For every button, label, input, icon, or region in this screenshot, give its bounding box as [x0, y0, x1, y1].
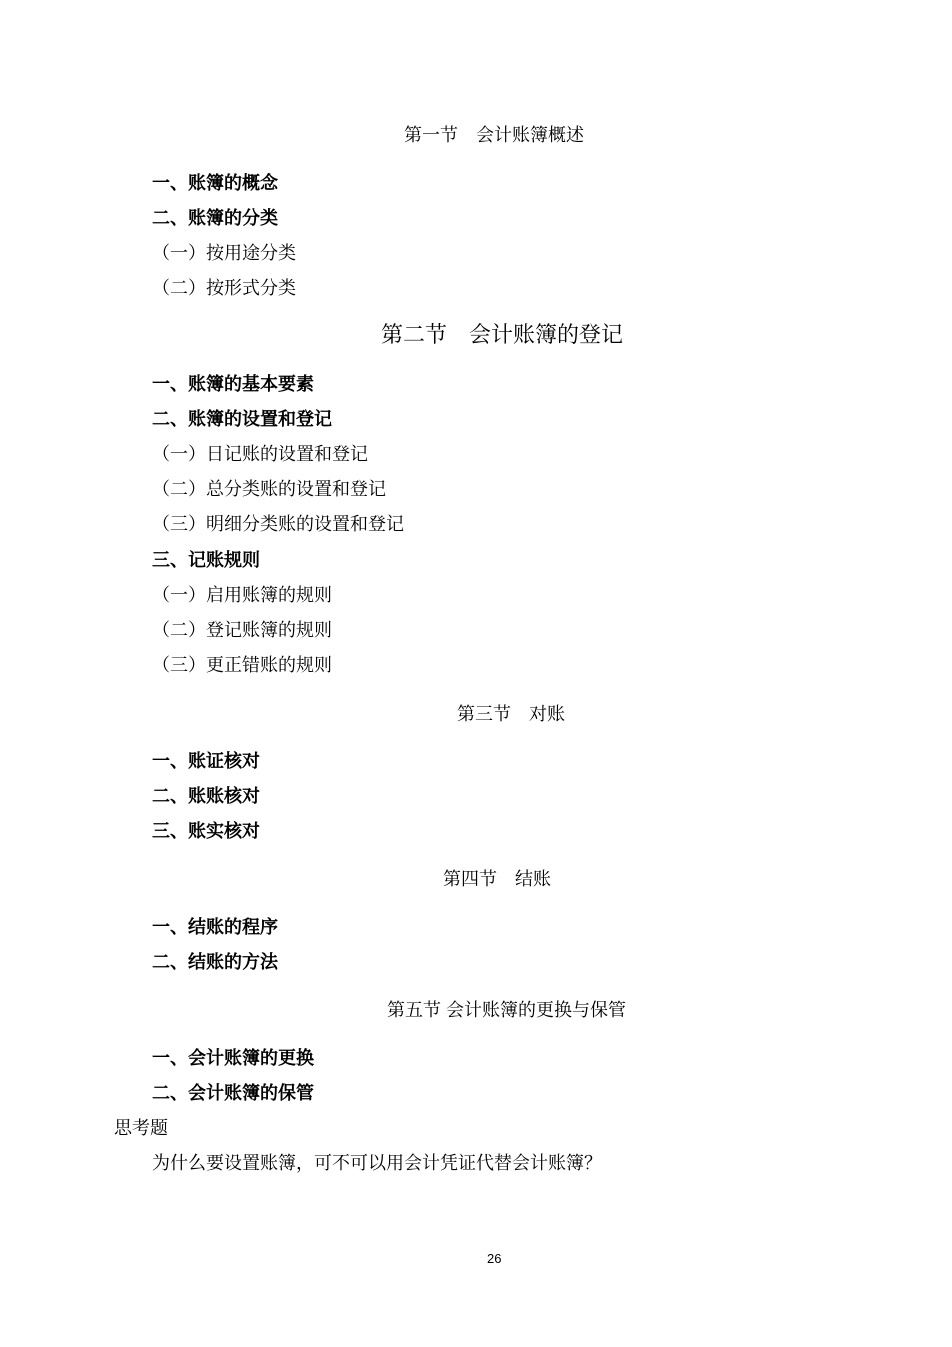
section-2-title: 第二节 会计账簿的登记: [381, 322, 624, 347]
section-1-title: 第一节 会计账簿概述: [404, 125, 584, 145]
section-2-heading-1: 一、账簿的基本要素: [152, 374, 314, 394]
section-2-subheading-3-2: （二）登记账簿的规则: [152, 620, 332, 640]
section-1-subheading-2-1: （一）按用途分类: [152, 243, 296, 263]
page-number: 26: [487, 1251, 502, 1266]
section-2-heading-2: 二、账簿的设置和登记: [152, 409, 332, 429]
section-3-heading-2: 二、账账核对: [152, 786, 260, 806]
section-1-heading-2: 二、账簿的分类: [152, 208, 278, 228]
section-4-heading-1: 一、结账的程序: [152, 917, 278, 937]
questions-text: 为什么要设置账簿，可不可以用会计凭证代替会计账簿？: [152, 1153, 602, 1173]
section-5-heading-2: 二、会计账簿的保管: [152, 1083, 314, 1103]
section-3-title: 第三节 对账: [457, 704, 565, 724]
section-4-heading-2: 二、结账的方法: [152, 952, 278, 972]
questions-heading: 思考题: [114, 1118, 168, 1138]
section-5-heading-1: 一、会计账簿的更换: [152, 1048, 314, 1068]
section-1-heading-1: 一、账簿的概念: [152, 173, 278, 193]
section-2-subheading-3-3: （三）更正错账的规则: [152, 655, 332, 675]
section-3-heading-1: 一、账证核对: [152, 751, 260, 771]
section-2-subheading-2-1: （一）日记账的设置和登记: [152, 444, 368, 464]
section-3-heading-3: 三、账实核对: [152, 821, 260, 841]
section-5-title: 第五节 会计账簿的更换与保管: [387, 1000, 626, 1020]
section-1-subheading-2-2: （二）按形式分类: [152, 278, 296, 298]
section-2-heading-3: 三、记账规则: [152, 550, 260, 570]
section-2-subheading-3-1: （一）启用账簿的规则: [152, 585, 332, 605]
section-2-subheading-2-2: （二）总分类账的设置和登记: [152, 479, 386, 499]
section-2-subheading-2-3: （三）明细分类账的设置和登记: [152, 514, 404, 534]
section-4-title: 第四节 结账: [443, 869, 551, 889]
